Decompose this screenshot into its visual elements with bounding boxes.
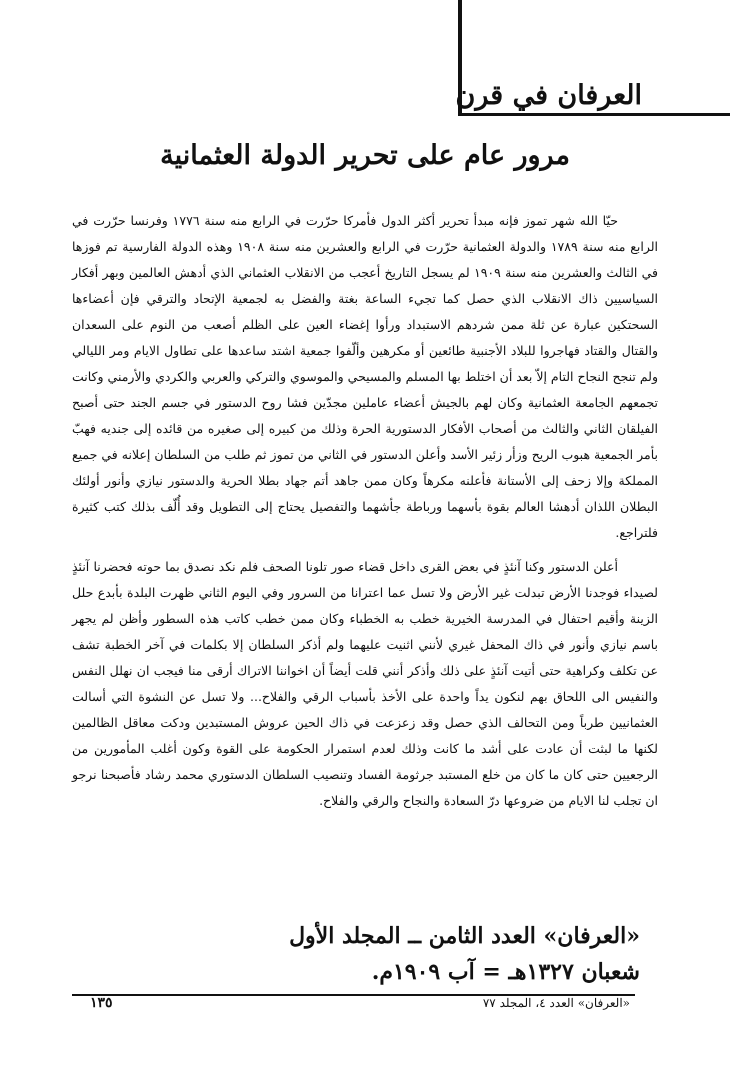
paragraph-1: حيّا الله شهر تموز فإنه مبدأ تحرير أكثر الدول فأمركا حرّرت في الرابع منه سنة ١٧٧٦ وفرنسا حرّرت في الرابع منه سنة ١٧٨٩ والدولة العثمانية حرّرت في الرابع والعشرين منه سنة ١٩٠٨ وهذه الدولة الفارسية تم فوزها في الثالث والعشرين منه سنة ١٩٠٩ لم يسجل التاريخ أعجب من الانقلاب العثماني الذي أدهش العالمين وبهر أفكار السياسيين ذاك الانقلاب الذي حصل كما تجيء الساعة بغتة والفضل به لجمعية الإتحاد والترقي فإن أعضاءها السحتكين عبارة عن ثلة ممن شردهم الاستبداد ورأوا إغضاء العين على الظلم أصعب من النوم على السعدان والقتال والقتاد فهاجروا للبلاد الأجنبية طائعين أو مكرهين وألّفوا جمعية اشتد ساعدها على تطاول الايام ومر الليالي ولم تنجح النجاح التام إلاّ بعد أن اختلط بها المسلم والمسيحي والموسوي والتركي والعربي والكردي والأرمني وكانت تجمعهم الجامعة العثمانية وكان لهم بالجيش أعضاء عاملين مجدّين فشا روح الدستور في جسم الجند حتى أصبح الفيلقان الثاني والثالث من أصحاب الأفكار الدستورية الحرة وذلك من كبيره إلى صغيره من قائده إلى جنديه فهبّ بأمر الجمعية هبوب الريح وزأر زئير الأسد وأعلن الدستور في الثاني من تموز ثم طلب من السلطان إعلانه في جميع المملكة وإلا زحف إلى الأستانة فأعلنه مكرهاً وكان ممن جاهد أتم جهاد بطلا الحرية والدستور نيازي وأنور أولئك البطلان اللذان أدهشا العالم بقوة بأسهما ورباطة جأشهما والتفصيل يحتاج إلى التطويل وقد أُلّف بذلك كتب كثيرة فلتراجع. <box>72 213 659 540</box>
header-rule-horizontal <box>458 113 730 116</box>
page-number: ١٣٥ <box>90 995 113 1011</box>
source-citation <box>60 918 640 990</box>
article-title: مرور عام على تحرير الدولة العثمانية <box>160 140 570 171</box>
article-body <box>72 208 658 814</box>
paragraph-2: أعلن الدستور وكنا آنئذٍ في بعض القرى داخل قضاء صور تلونا الصحف فلم نكد نصدق بما حوته فحضرنا آنئذٍ لصيداء فوجدنا الأرض تبدلت غير الأرض ولا تسل عما اعترانا من السرور وفي اليوم الثاني ظهرت البلدة بأبدع حلل الزينة وأقيم احتفال في المدرسة الخيرية خطب به الخطباء وكان ممن خطب كاتب هذه السطور وأظن لم يجهر باسم نيازي وأنور في ذاك المحفل غيري لأنني اثنيت عليهما ولم أذكر السلطان إلا بكلمات في آخر الخطبة تشف عن تكلف وكراهية حتى أتيت آنئذٍ على ذلك وأذكر أنني قلت أيضاً أن اخواننا الاتراك أرقى منا فيجب ان نهلل النفس والنفيس الى اللحاق بهم لنكون يداً واحدة على الأخذ بأسباب الرقي والفلاح... ولا تسل عن النشوة التي أسالت العثمانيين طرباً ومن التحالف الذي حصل وقد زعزعت في ذاك الحين عروش المستبدين ودكت معاقل الظالمين لكنها ما لبثت أن عادت على أشد ما كانت وذلك لعدم استمرار الحكومة على القوة وكون أغلب المأمورين من الرجعيين حتى كان ما كان من خلع المستبد جرثومة الفساد وتنصيب السلطان الدستوري محمد رشاد فأصبحنا نرجو ان تجلب لنا الايام من ضروعها درّ السعادة والنجاح والرقي والفلاح. <box>72 559 658 808</box>
citation-issue: «العرفان» العدد الثامن ــ المجلد الأول <box>289 923 640 949</box>
journal-reference: «العرفان» العدد ٤، المجلد ٧٧ <box>482 996 630 1010</box>
section-title: العرفان في قرن <box>455 80 642 111</box>
citation-date: شعبان ١٣٢٧هـ = آب ١٩٠٩م. <box>371 959 640 985</box>
